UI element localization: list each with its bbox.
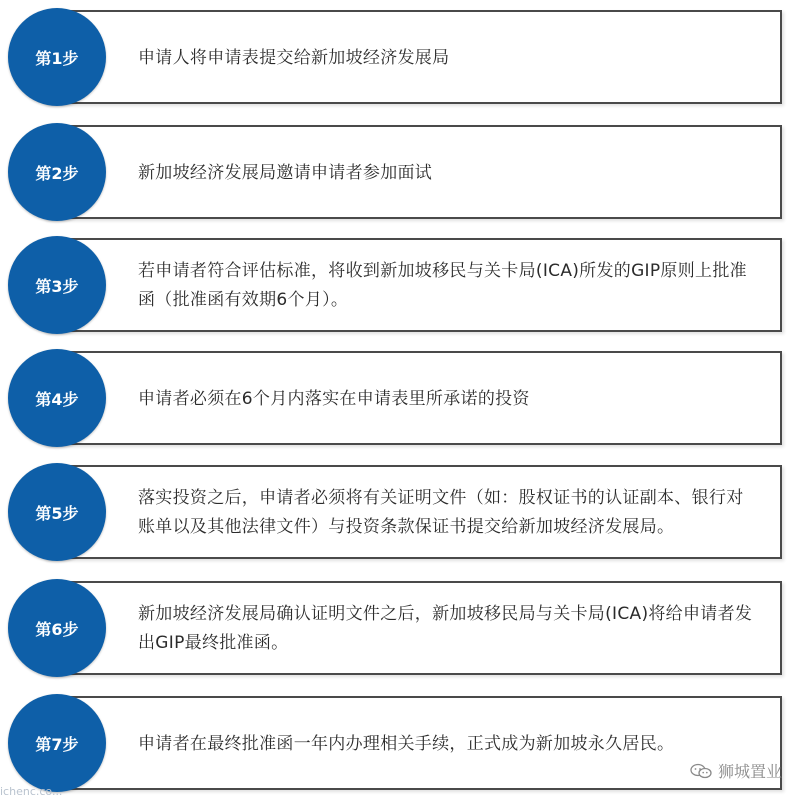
step-badge: 第4步 [8,349,106,447]
step-2 [0,115,796,225]
step-1 [0,0,796,110]
step-text: 新加坡经济发展局确认证明文件之后，新加坡移民局与关卡局(ICA)将给申请者发出GIP最终批准函。 [138,604,753,653]
step-text: 若申请者符合评估标准，将收到新加坡移民与关卡局(ICA)所发的GIP原则上批准函（批准函有效期6个月）。 [138,261,747,310]
watermark-brand [690,759,782,782]
step-badge: 第1步 [8,8,106,106]
step-6 [0,571,796,681]
step-3 [0,228,796,338]
step-text: 申请人将申请表提交给新加坡经济发展局 [138,47,450,68]
step-text: 申请者必须在6个月内落实在申请表里所承诺的投资 [138,388,530,409]
step-text: 落实投资之后，申请者必须将有关证明文件（如：股权证书的认证副本、银行对账单以及其他法律文件）与投资条款保证书提交给新加坡经济发展局。 [138,488,744,537]
watermark-url: ichenc.co... [0,785,63,798]
step-4 [0,341,796,451]
step-5 [0,455,796,565]
wechat-icon [690,763,712,779]
watermark-brand-text: 狮城置业 [717,762,782,781]
step-badge: 第7步 [8,694,106,792]
step-badge: 第5步 [8,463,106,561]
step-badge: 第6步 [8,579,106,677]
step-text: 申请者在最终批准函一年内办理相关手续，正式成为新加坡永久居民。 [138,733,675,754]
step-badge: 第2步 [8,123,106,221]
step-text: 新加坡经济发展局邀请申请者参加面试 [138,162,433,183]
step-badge: 第3步 [8,236,106,334]
step-7 [0,686,796,796]
